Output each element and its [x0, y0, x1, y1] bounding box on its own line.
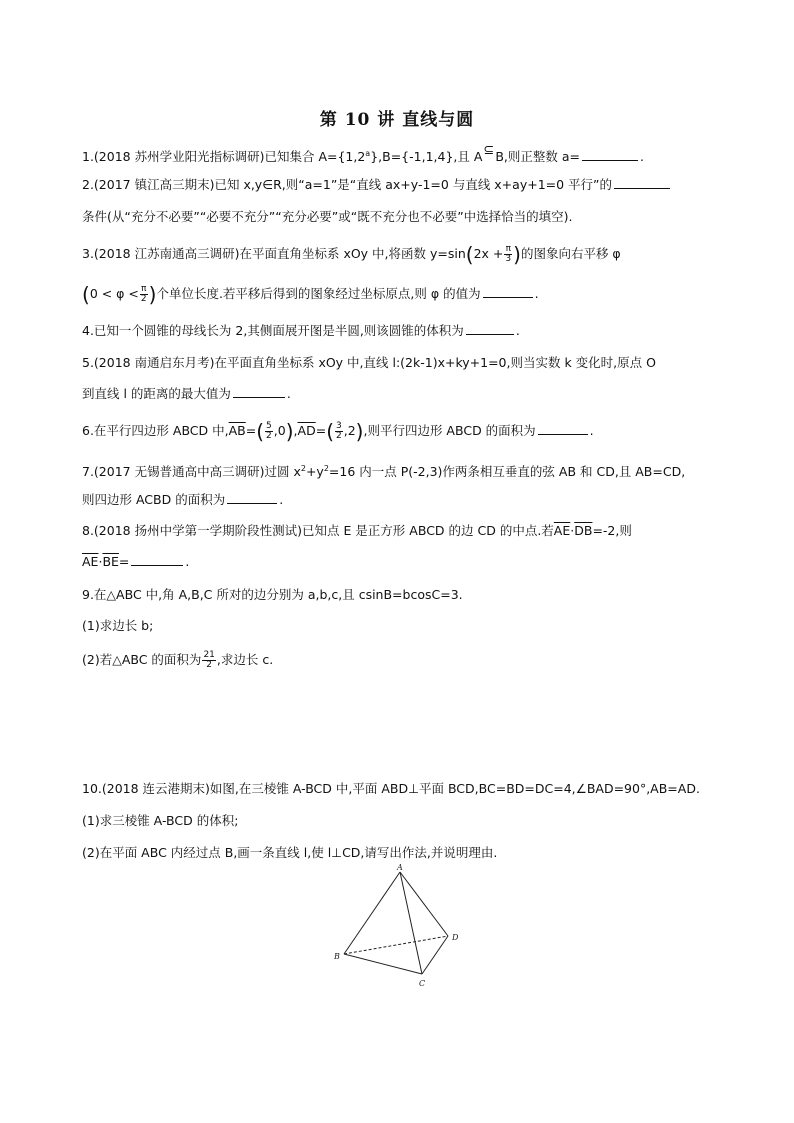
tetrahedron-figure	[330, 862, 470, 992]
q3-text-b: 的图象向右平移 φ	[520, 246, 621, 261]
q6-coord-1: ,0	[273, 423, 286, 438]
left-paren: (	[82, 282, 90, 307]
vector-ad: $\overline{AD}$	[297, 423, 316, 438]
question-2-line-2: 条件(从“充分不必要”“必要不充分”“充分必要”或“既不充分也不必要”中选择恰当的填空).	[82, 209, 573, 224]
q4-text: 4.已知一个圆锥的母线长为 2,其侧面展开图是半圆,则该圆锥的体积为	[82, 323, 464, 338]
fraction-den: 2	[266, 431, 272, 441]
question-10-line-1: 10.(2018 连云港期末)如图,在三棱锥 A-BCD 中,平面 ABD⊥平面 BCD,BC=BD=DC=4,∠BAD=90°,AB=AD.	[82, 781, 700, 796]
answer-blank-7[interactable]	[227, 491, 277, 504]
q1-text-b: },B={-1,1,4},且 A	[370, 149, 483, 165]
q6-text-a: 6.在平行四边形 ABCD 中,	[82, 423, 229, 438]
right-paren: )	[285, 419, 294, 444]
vertex-label-d: D	[452, 933, 459, 942]
vertex-label-c: C	[419, 979, 426, 988]
fraction-den: 2	[336, 431, 342, 441]
q8-text-a: 8.(2018 扬州中学第一学期阶段性测试)已知点 E 是正方形 ABCD 的边 CD 的中点.若	[82, 523, 554, 538]
dot-operator: ·	[570, 523, 575, 538]
question-10-part-2: (2)在平面 ABC 内经过点 B,画一条直线 l,使 l⊥CD,请写出作法,并说明理由.	[82, 845, 498, 860]
q6-text-b: ,则平行四边形 ABCD 的面积为	[363, 423, 536, 438]
fraction-num: π	[505, 244, 511, 254]
question-9-part-1: (1)求边长 b;	[82, 618, 154, 633]
q7-text: 则四边形 ACBD 的面积为	[82, 492, 226, 507]
subset-symbol: ⊆	[483, 143, 495, 159]
question-5-line-1: 5.(2018 南通启东月考)在平面直角坐标系 xOy 中,直线 l:(2k-1)x+ky+1=0,则当实数 k 变化时,原点 O	[82, 355, 656, 370]
dot-operator: ·	[98, 554, 103, 569]
fraction-5-2	[265, 422, 273, 441]
q7-text-b: +y	[305, 464, 324, 480]
equals: =	[118, 554, 130, 569]
question-9-part-2	[82, 651, 273, 670]
fraction-num: 5	[266, 421, 272, 431]
q1-text-c: B,则正整数 a=	[495, 149, 580, 165]
edge-ab	[344, 872, 400, 954]
question-6	[82, 419, 594, 444]
q3-text-c: 个单位长度.若平移后得到的图象经过坐标原点,则 φ 的值为	[156, 286, 481, 301]
answer-blank-1[interactable]	[582, 148, 638, 161]
fraction-3-2	[335, 422, 343, 441]
q3-end: .	[534, 286, 539, 301]
q7-end: .	[279, 492, 284, 507]
question-1	[82, 145, 644, 167]
q1-text-a: 1.(2018 苏州学业阳光指标调研)已知集合 A={1,2	[82, 149, 366, 165]
right-paren: )	[148, 282, 157, 307]
superscript: 2	[323, 464, 329, 473]
q6-coord-2: ,2	[343, 423, 356, 438]
answer-blank-6[interactable]	[538, 422, 588, 435]
q5-text: 到直线 l 的距离的最大值为	[82, 386, 231, 401]
left-paren: (	[326, 419, 334, 444]
q8-end: .	[185, 554, 190, 569]
q3-inner: 2x +	[473, 246, 504, 261]
right-paren: )	[355, 419, 364, 444]
answer-blank-5[interactable]	[233, 385, 285, 398]
fraction-num: π	[141, 284, 147, 294]
question-5-line-2	[82, 385, 291, 403]
q8-text-b: =-2,则	[592, 523, 632, 538]
edge-cd	[422, 936, 448, 974]
vector-be: $\overline{BE}$	[102, 554, 119, 569]
q4-end: .	[515, 323, 520, 338]
question-2-line-1	[82, 176, 672, 194]
edge-bc	[344, 954, 422, 974]
answer-blank-2[interactable]	[614, 176, 670, 189]
left-paren: (	[465, 242, 474, 267]
superscript: 2	[300, 464, 306, 473]
q3-text-a: 3.(2018 江苏南通高三调研)在平面直角坐标系 xOy 中,将函数 y=sin	[82, 246, 466, 261]
vertex-label-b: B	[334, 952, 340, 961]
q1-superscript: a	[365, 149, 371, 158]
vector-ae: $\overline{AE}$	[553, 523, 571, 538]
vector-db: $\overline{DB}$	[574, 523, 593, 538]
q7-text-c: =16 内一点 P(-2,3)作两条相互垂直的弦 AB 和 CD,且 AB=CD,	[328, 464, 686, 480]
question-3-line-1	[82, 242, 621, 267]
page-title: 第 10 讲 直线与圆	[319, 110, 475, 130]
question-7-line-2	[82, 491, 283, 509]
question-8-line-2	[82, 553, 189, 571]
question-10-part-1: (1)求三棱锥 A-BCD 的体积;	[82, 813, 239, 828]
fraction-num: 3	[336, 421, 342, 431]
answer-blank-8[interactable]	[131, 553, 183, 566]
q2-text: 2.(2017 镇江高三期末)已知 x,y∈R,则“a=1”是“直线 ax+y-1=0 与直线 x+ay+1=0 平行”的	[82, 177, 613, 192]
fraction-pi-2	[140, 285, 148, 304]
q1-end: .	[639, 149, 644, 165]
fraction-pi-3	[504, 245, 512, 264]
q7-text-a: 7.(2017 无锡普通高中高三调研)过圆 x	[82, 464, 301, 480]
equals: =	[245, 423, 257, 438]
fraction-num: 21	[203, 650, 215, 660]
question-8-line-1	[82, 522, 632, 540]
vector-ae: $\overline{AE}$	[82, 554, 99, 569]
left-paren: (	[256, 419, 265, 444]
equals: =	[315, 423, 327, 438]
q9-text-a: (2)若△ABC 的面积为	[82, 652, 202, 667]
fraction-den: 2	[140, 294, 147, 304]
answer-blank-3[interactable]	[483, 285, 533, 298]
vector-ab: $\overline{AB}$	[228, 423, 246, 438]
separator: ,	[293, 423, 298, 438]
question-9-line-1: 9.在△ABC 中,角 A,B,C 所对的边分别为 a,b,c,且 csinB=bcosC=3.	[82, 587, 463, 602]
q6-end: .	[589, 423, 594, 438]
edge-bd-hidden	[344, 936, 448, 954]
right-paren: )	[513, 242, 521, 267]
fraction-den: 2	[206, 660, 213, 670]
q3-condition: 0 < φ <	[89, 286, 139, 301]
question-7-line-1	[82, 460, 685, 481]
q5-end: .	[286, 386, 291, 401]
answer-blank-4[interactable]	[466, 322, 514, 335]
question-3-line-2	[82, 282, 539, 307]
fraction-21-2	[202, 651, 215, 670]
fraction-den: 3	[505, 254, 512, 264]
q9-text-b: ,求边长 c.	[216, 652, 274, 667]
question-4	[82, 322, 520, 340]
vertex-label-a: A	[397, 863, 403, 872]
